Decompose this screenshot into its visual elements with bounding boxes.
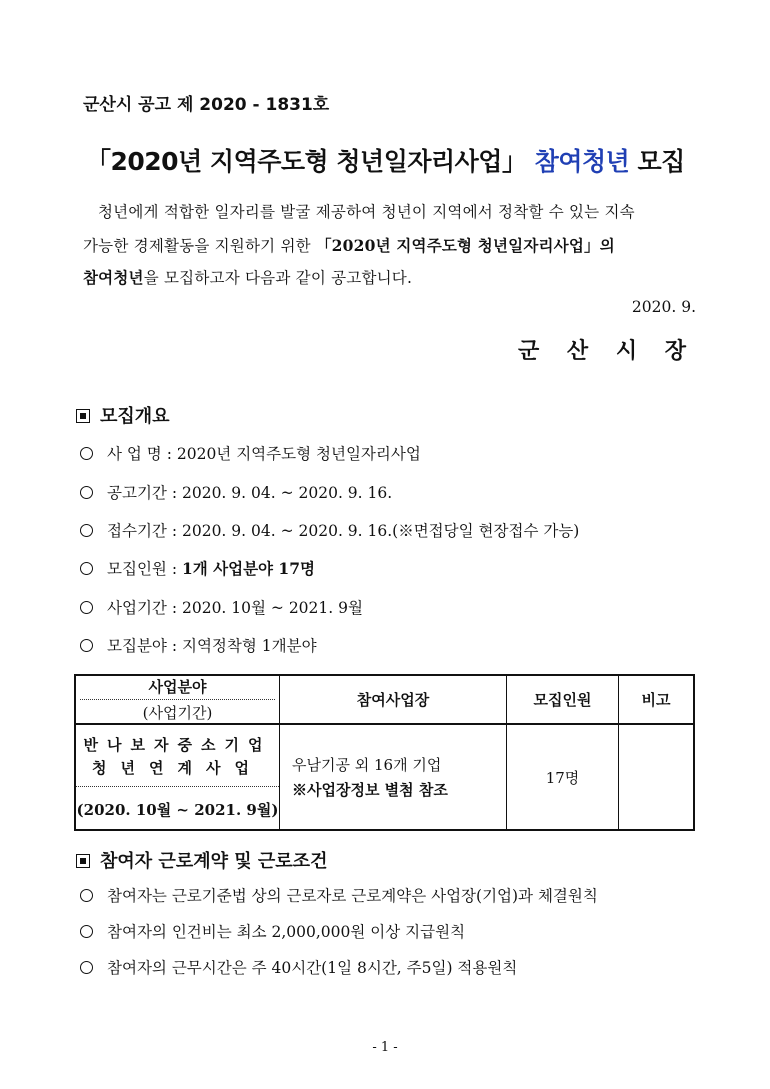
- conditions-item: [80, 884, 598, 906]
- header-field-sub: (사업기간): [142, 704, 213, 722]
- circle-bullet-icon: [80, 562, 93, 575]
- title-part2: 모집: [637, 147, 685, 176]
- cell-note: [619, 724, 695, 830]
- intro-line-3: [83, 266, 412, 288]
- item-label: 모집분야: [107, 637, 167, 655]
- table-header-row: [75, 675, 694, 724]
- workplace-line-1: 우남기공 외 16개 기업: [292, 756, 442, 774]
- table-row: [75, 724, 694, 830]
- header-field: [75, 675, 280, 724]
- intro-line-2b: 「2020년 지역주도형 청년일자리사업」의: [315, 236, 615, 255]
- square-bullet-icon: [76, 854, 90, 868]
- header-field-label: 사업분야: [80, 676, 275, 700]
- circle-bullet-icon: [80, 601, 93, 614]
- notice-date: 2020. 9.: [631, 298, 696, 316]
- circle-bullet-icon: [80, 447, 93, 460]
- overview-item: 모집인원 : 1개 사업분야 17명: [80, 557, 315, 579]
- circle-bullet-icon: [80, 524, 93, 537]
- field-period: (2020. 10월 ~ 2021. 9월): [76, 801, 279, 819]
- intro-line-2: [83, 234, 615, 256]
- header-count: 모집인원: [507, 675, 619, 724]
- item-value: 2020. 9. 04. ~ 2020. 9. 16.(※면접당일 현장접수 가능): [181, 522, 580, 540]
- header-note: 비고: [619, 675, 695, 724]
- item-value: 2020. 9. 04. ~ 2020. 9. 16.: [181, 484, 393, 502]
- item-value: 1개 사업분야 17명: [181, 559, 315, 578]
- overview-item: 공고기간 : 2020. 9. 04. ~ 2020. 9. 16.: [80, 481, 392, 503]
- cell-workplace: [280, 724, 507, 830]
- item-text: 참여자의 근무시간은 주 40시간(1일 8시간, 주5일) 적용원칙: [107, 959, 518, 977]
- circle-bullet-icon: [80, 961, 93, 974]
- notice-number: 군산시 공고 제 2020 - 1831호: [83, 95, 330, 115]
- cell-field-name: [76, 726, 279, 787]
- title-highlight: 참여청년: [534, 147, 630, 176]
- section-title: 참여자 근로계약 및 근로조건: [100, 851, 328, 872]
- title-part1: 「2020년 지역주도형 청년일자리사업」: [86, 147, 527, 176]
- workplace-line-2: ※사업장정보 별첨 참조: [292, 781, 448, 799]
- item-value: 2020. 10월 ~ 2021. 9월: [181, 599, 363, 617]
- item-value: 지역정착형 1개분야: [181, 637, 317, 655]
- page-title: [86, 142, 685, 178]
- overview-item: 접수기간 : 2020. 9. 04. ~ 2020. 9. 16.(※면접당일 현장접수 가능): [80, 519, 579, 541]
- item-label: 사업기간: [107, 599, 167, 617]
- cell-count: 17명: [507, 724, 619, 830]
- item-text: 참여자의 인건비는 최소 2,000,000원 이상 지급원칙: [107, 923, 466, 941]
- intro-line-1: 청년에게 적합한 일자리를 발굴 제공하여 청년이 지역에서 정착할 수 있는 지속: [98, 203, 635, 221]
- section-title: 모집개요: [100, 406, 170, 427]
- overview-item: 사 업 명 : 2020년 지역주도형 청년일자리사업: [80, 442, 421, 464]
- item-value: 2020년 지역주도형 청년일자리사업: [176, 445, 421, 463]
- section-heading-overview: [76, 402, 170, 428]
- conditions-item: [80, 920, 465, 942]
- circle-bullet-icon: [80, 486, 93, 499]
- conditions-item: [80, 956, 517, 978]
- circle-bullet-icon: [80, 925, 93, 938]
- item-label: 공고기간: [107, 484, 167, 502]
- item-label: 사 업 명: [107, 445, 162, 463]
- field-line-1: 반나보자중소기업: [83, 736, 272, 754]
- square-bullet-icon: [76, 409, 90, 423]
- cell-field: [75, 724, 280, 830]
- issuer: 군 산 시 장: [518, 338, 696, 364]
- intro-line-3b: 을 모집하고자 다음과 같이 공고합니다.: [143, 269, 413, 287]
- overview-item: 사업기간 : 2020. 10월 ~ 2021. 9월: [80, 596, 363, 618]
- header-workplace: 참여사업장: [280, 675, 507, 724]
- field-line-2: 청년연계사업: [92, 759, 263, 777]
- overview-item: 모집분야 : 지역정착형 1개분야: [80, 634, 317, 656]
- intro-line-2a: 가능한 경제활동을 지원하기 위한: [83, 237, 316, 255]
- circle-bullet-icon: [80, 639, 93, 652]
- circle-bullet-icon: [80, 889, 93, 902]
- item-text: 참여자는 근로기준법 상의 근로자로 근로계약은 사업장(기업)과 체결원칙: [107, 887, 598, 905]
- section-heading-conditions: [76, 847, 327, 873]
- page-number: - 1 -: [372, 1040, 398, 1055]
- item-label: 접수기간: [107, 522, 167, 540]
- recruitment-table: [74, 674, 695, 831]
- item-label: 모집인원: [107, 560, 167, 578]
- intro-line-3a: 참여청년: [83, 268, 144, 287]
